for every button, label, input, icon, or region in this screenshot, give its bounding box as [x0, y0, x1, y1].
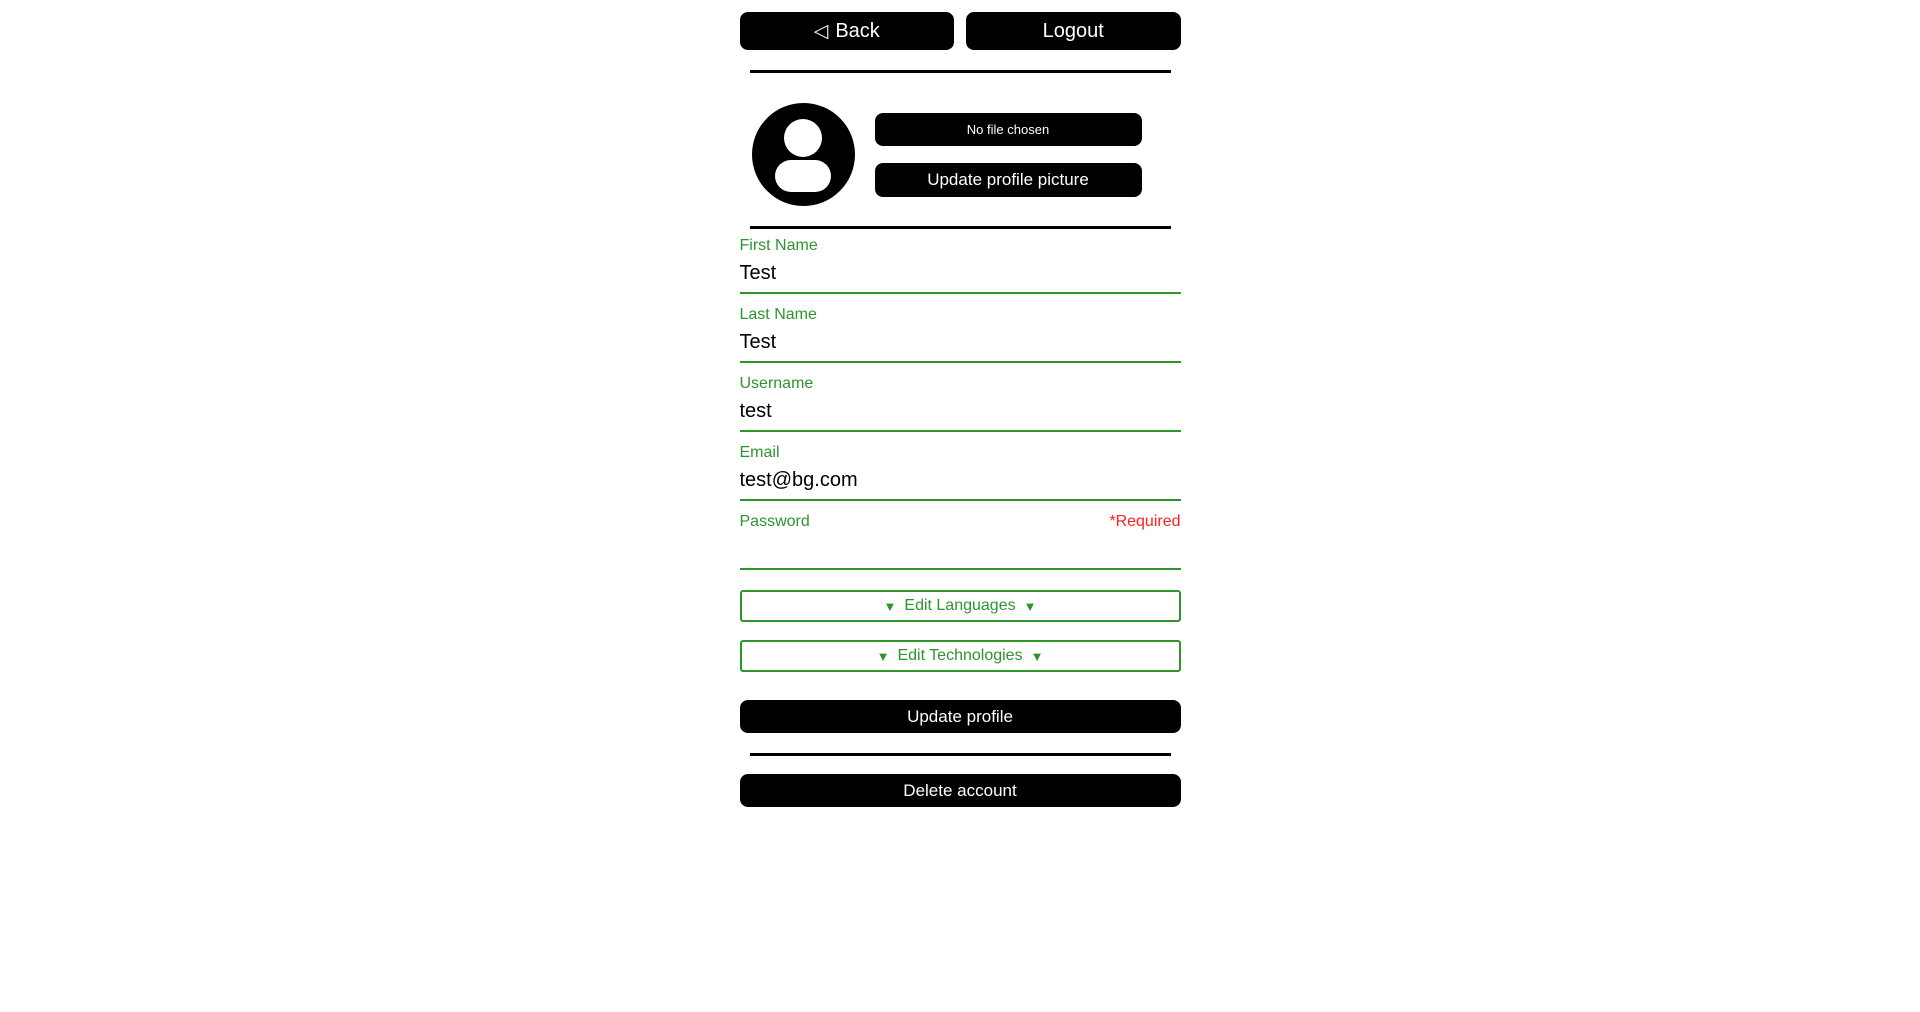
password-input[interactable]	[740, 531, 1181, 570]
delete-section-divider	[750, 753, 1171, 756]
update-picture-button[interactable]: Update profile picture	[875, 163, 1142, 197]
username-field	[740, 375, 1181, 432]
delete-account-button[interactable]: Delete account	[740, 774, 1181, 807]
password-field	[740, 513, 1181, 570]
picture-actions	[875, 113, 1142, 197]
edit-languages-button[interactable]	[740, 590, 1181, 622]
back-button-label: Back	[835, 19, 880, 42]
first-name-label: First Name	[739, 237, 818, 254]
back-button[interactable]	[740, 12, 955, 50]
edit-languages-label: Edit Languages	[904, 597, 1016, 614]
password-label-row	[740, 513, 1181, 531]
username-input[interactable]	[740, 393, 1181, 432]
avatar	[752, 103, 855, 206]
person-icon-head	[784, 119, 822, 157]
password-required-note: *Required	[1109, 513, 1181, 530]
chevron-down-icon: ▼	[1023, 598, 1037, 614]
update-profile-button[interactable]: Update profile	[740, 700, 1181, 733]
profile-form	[740, 237, 1181, 733]
back-arrow-icon: ◁	[813, 20, 829, 42]
last-name-field	[740, 306, 1181, 363]
logout-button-label: Logout	[1042, 19, 1104, 42]
first-name-input[interactable]	[740, 255, 1181, 294]
chevron-down-icon: ▼	[876, 648, 890, 664]
chevron-down-icon: ▼	[883, 598, 897, 614]
edit-technologies-button[interactable]	[740, 640, 1181, 672]
first-name-field	[740, 237, 1181, 294]
edit-technologies-label: Edit Technologies	[897, 647, 1023, 664]
last-name-label: Last Name	[739, 306, 817, 323]
person-icon-body	[775, 160, 831, 192]
email-label: Email	[739, 444, 780, 461]
logout-button[interactable]	[966, 12, 1181, 50]
username-label: Username	[739, 375, 814, 392]
content-column	[740, 0, 1181, 807]
last-name-input[interactable]	[740, 324, 1181, 363]
picture-form-divider	[750, 226, 1171, 229]
email-field	[740, 444, 1181, 501]
profile-picture-section	[740, 103, 1181, 206]
profile-picture-file-input[interactable]: No file chosen	[875, 113, 1142, 146]
password-label: Password	[739, 513, 810, 530]
top-button-row	[740, 12, 1181, 50]
chevron-down-icon: ▼	[1030, 648, 1044, 664]
email-input[interactable]	[740, 462, 1181, 501]
top-divider	[750, 70, 1171, 73]
